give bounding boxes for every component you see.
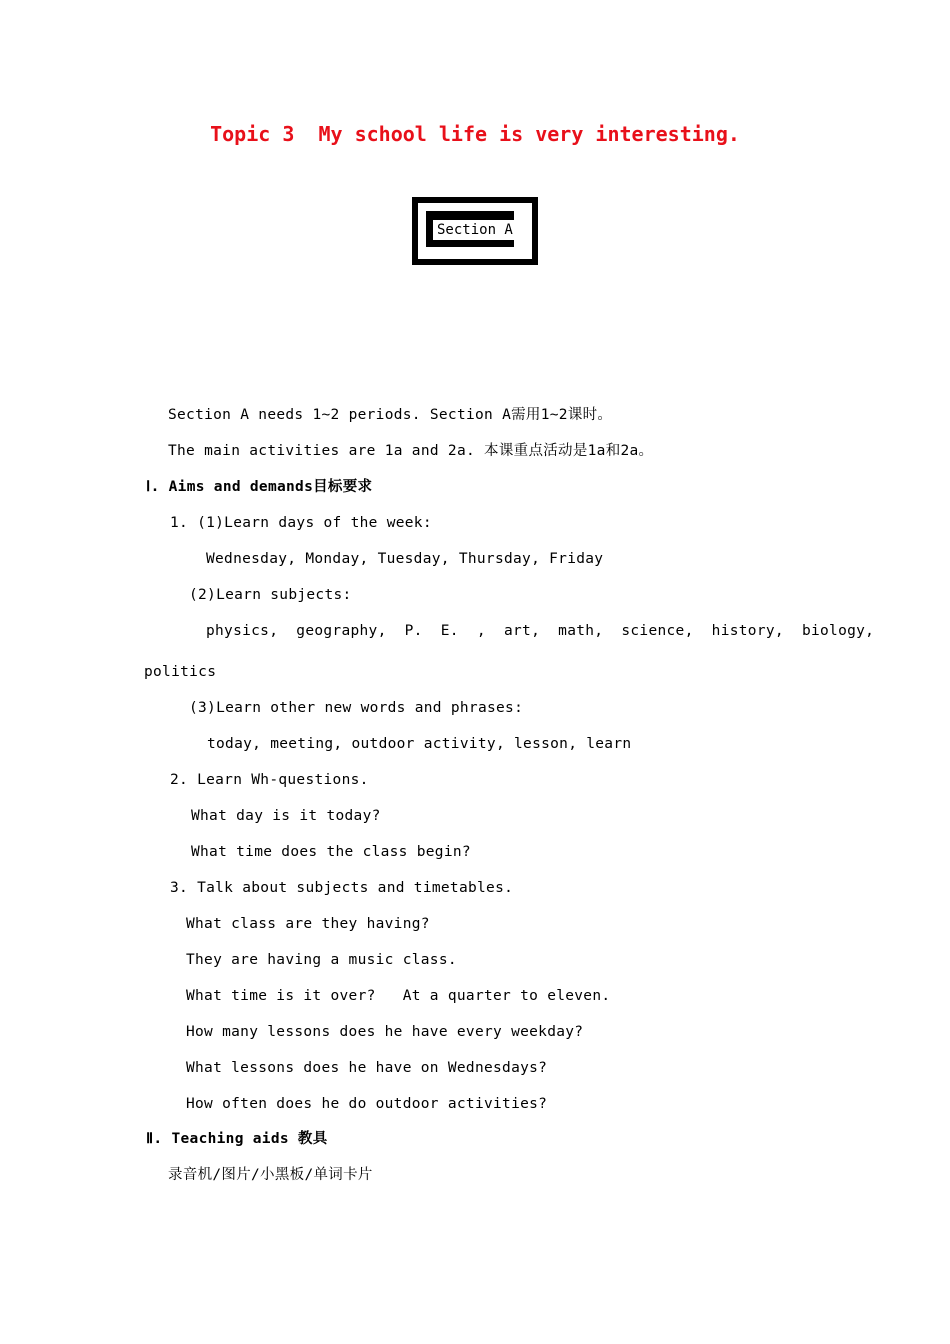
aims-item1-words: today, meeting, outdoor activity, lesson, learn xyxy=(207,736,632,752)
aims-item1-title: 1. (1)Learn days of the week: xyxy=(170,515,432,531)
aims-heading: Ⅰ. Aims and demands目标要求 xyxy=(146,479,373,495)
aims-item3-line: What class are they having? xyxy=(186,916,430,932)
aims-item3-line: How often does he do outdoor activities? xyxy=(186,1096,548,1112)
intro-line-activities: The main activities are 1a and 2a. 本课重点活动是1a和2a。 xyxy=(168,443,654,459)
aims-item1-days: Wednesday, Monday, Tuesday, Thursday, Friday xyxy=(206,551,604,567)
aims-item3-title: 3. Talk about subjects and timetables. xyxy=(170,880,514,896)
aims-item1-sub2: (2)Learn subjects: xyxy=(189,587,352,603)
aims-item3-line: They are having a music class. xyxy=(186,952,457,968)
aims-item1-sub3: (3)Learn other new words and phrases: xyxy=(189,700,524,716)
aims-item3-line: How many lessons does he have every weekday? xyxy=(186,1024,584,1040)
teaching-aids-items: 录音机/图片/小黑板/单词卡片 xyxy=(168,1167,373,1183)
page-title: Topic 3 My school life is very interesting. xyxy=(210,122,740,146)
aims-item3-line: What lessons does he have on Wednesdays? xyxy=(186,1060,548,1076)
aims-item1-subjects: physics, geography, P. E. , art, math, science, history, biology, xyxy=(206,623,875,639)
aims-item3-line: What time is it over? At a quarter to eleven. xyxy=(186,988,611,1004)
aims-item2-title: 2. Learn Wh-questions. xyxy=(170,772,369,788)
section-label: Section A xyxy=(433,220,514,240)
aims-item2-question: What time does the class begin? xyxy=(191,844,471,860)
intro-line-periods: Section A needs 1~2 periods. Section A需用1~2课时。 xyxy=(168,407,613,423)
teaching-aids-heading: Ⅱ. Teaching aids 教具 xyxy=(146,1131,328,1147)
aims-item1-subjects-cont: politics xyxy=(144,664,217,680)
aims-item2-question: What day is it today? xyxy=(191,808,381,824)
